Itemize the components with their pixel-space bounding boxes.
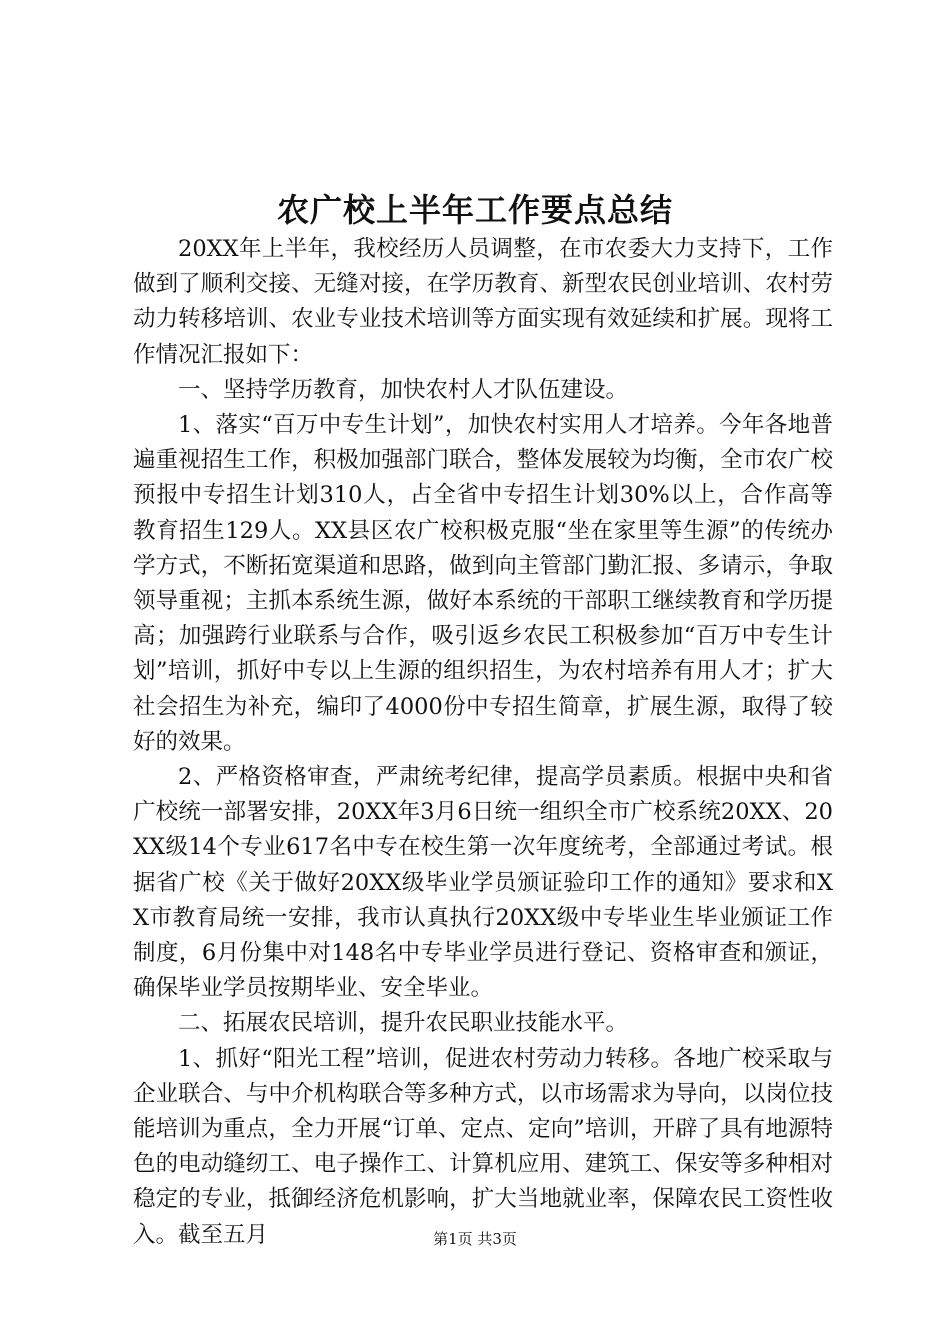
paragraph-2-1: 1、抓好“阳光工程”培训，促进农村劳动力转移。各地广校采取与企业联合、与中介机构联合等多种方式，以市场需求为导向，以岗位技能培训为重点，全力开展“订单、定点、定向”培训，开辟了具有地源特色的电动缝纫工、电子操作工、计算机应用、建筑工、保安等多种相对稳定的专业，抵御经济危机影响，扩大当地就业率，保障农民工资性收入。截至五月 (133, 1045, 833, 1248)
paragraph-intro: 20XX年上半年，我校经历人员调整，在市农委大力支持下，工作做到了顺利交接、无缝对接，在学历教育、新型农民创业培训、农村劳动力转移培训、农业专业技术培训等方面实现有效延续和扩展。现将工作情况汇报如下： (133, 236, 833, 368)
section-heading-1: 一、坚持学历教育，加快农村人才队伍建设。 (178, 376, 629, 403)
paragraph-1-1: 1、落实“百万中专生计划”，加快农村实用人才培养。今年各地普遍重视招生工作，积极加强部门联合，整体发展较为均衡，全市农广校预报中专招生计划310人，占全省中专招生计划30%以上，合作高等教育招生129人。XX县区农广校积极克服“坐在家里等生源”的传统办学方式，不断拓宽渠道和思路，做到向主管部门勤汇报、多请示，争取领导重视；主抓本系统生源，做好本系统的干部职工继续教育和学历提高；加强跨行业联系与合作，吸引返乡农民工积极参加“百万中专生计划”培训，抓好中专以上生源的组织招生，为农村培养有用人才；扩大社会招生为补充，编印了4000份中专招生简章，扩展生源，取得了较好的效果。 (133, 412, 833, 755)
document-title: 农广校上半年工作要点总结 (276, 191, 673, 229)
paragraph-1-2: 2、严格资格审查，严肃统考纪律，提高学员素质。根据中央和省广校统一部署安排，20XX年3月6日统一组织全市广校系统20XX、20XX级14个专业617名中专在校生第一次年度统考，全部通过考试。根据省广校《关于做好20XX级毕业学员颁证验印工作的通知》要求和XX市教育局统一安排，我市认真执行20XX级中专毕业生毕业颁证工作制度，6月份集中对148名中专毕业学员进行登记、资格审查和颁证，确保毕业学员按期毕业、安全毕业。 (133, 764, 833, 1002)
section-heading-2: 二、拓展农民培训，提升农民职业技能水平。 (178, 1010, 629, 1037)
document-body (133, 232, 833, 1253)
page-footer: 第1页 共3页 (433, 1230, 517, 1248)
